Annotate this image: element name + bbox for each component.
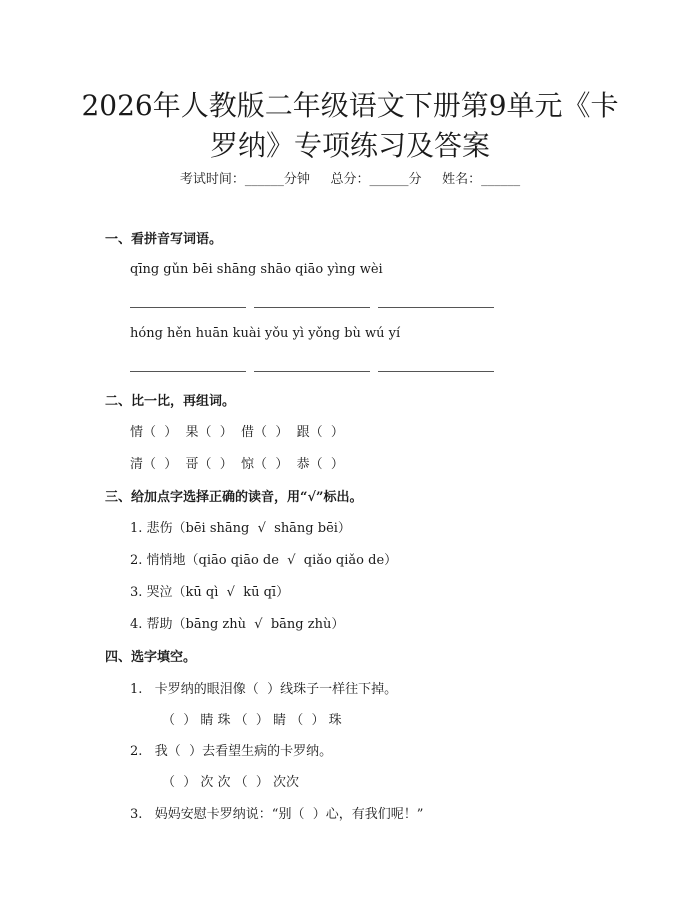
- fill-options-1: （ ） 睛 珠 （ ） 睛 （ ） 珠: [162, 713, 342, 728]
- exam-info: 考试时间：______分钟 总分：______分 姓名：______: [179, 172, 521, 187]
- reading-item-3: 3. 哭泣（kū qì √ kū qī）: [130, 585, 290, 600]
- answer-line: [130, 307, 246, 308]
- reading-item-1: 1. 悲伤（bēi shāng √ shāng bēi）: [130, 521, 351, 536]
- pinyin-line-2: hóng hěn huān kuài yǒu yì yǒng bù wú yí: [130, 326, 401, 341]
- fill-options-2: （ ） 次 次 （ ） 次次: [162, 775, 300, 790]
- pinyin-line-1: qīng gǔn bēi shāng shāo qiāo yìng wèi: [130, 262, 383, 277]
- section3-heading: 三、给加点字选择正确的读音，用“√”标出。: [105, 490, 363, 505]
- section2-heading: 二、比一比，再组词。: [105, 394, 236, 409]
- answer-line: [254, 371, 370, 372]
- title-line-1: 2026年人教版二年级语文下册第9单元《卡: [81, 89, 619, 122]
- section4-heading: 四、选字填空。: [105, 650, 197, 665]
- fill-item-1: 1. 卡罗纳的眼泪像（ ）线珠子一样往下掉。: [130, 682, 398, 697]
- section1-heading: 一、看拼音写词语。: [105, 232, 223, 247]
- answer-line: [130, 371, 246, 372]
- answer-line: [378, 307, 494, 308]
- compare-row-1: 情（ ） 果（ ） 借（ ） 跟（ ）: [130, 425, 344, 440]
- fill-item-3: 3. 妈妈安慰卡罗纳说：“别（ ）心，有我们呢！”: [130, 807, 424, 822]
- reading-item-2: 2. 悄悄地（qiāo qiāo de √ qiǎo qiǎo de）: [130, 553, 398, 568]
- reading-item-4: 4. 帮助（bāng zhù √ bāng zhù）: [130, 617, 345, 632]
- document-title: [70, 86, 630, 166]
- fill-item-2: 2. 我（ ）去看望生病的卡罗纳。: [130, 744, 333, 759]
- answer-line: [254, 307, 370, 308]
- compare-row-2: 清（ ） 哥（ ） 惊（ ） 恭（ ）: [130, 457, 344, 472]
- answer-line: [378, 371, 494, 372]
- title-line-2: 罗纳》专项练习及答案: [209, 129, 490, 162]
